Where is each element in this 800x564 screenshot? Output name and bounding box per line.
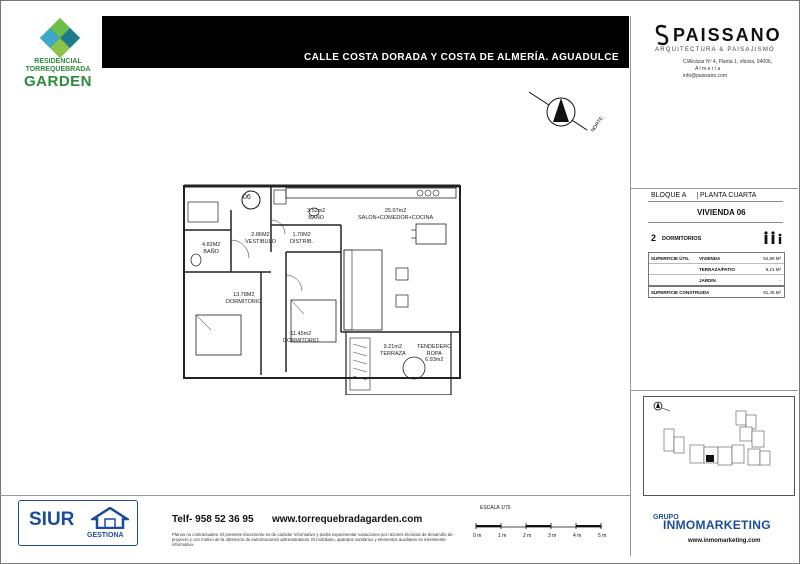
- site-key-plan: [643, 396, 795, 496]
- info-rule: [648, 222, 783, 223]
- room-label-bedroom2: 11.45m2 DORMITORIO: [283, 331, 319, 344]
- architect-name: PAISSANO: [673, 24, 782, 45]
- scale-tick: 2 m: [523, 533, 532, 539]
- architect-logo: [655, 24, 795, 80]
- area-key: VIVIENDA: [699, 255, 721, 261]
- siur-logo: [18, 500, 138, 546]
- room-label-terrace: 9.21m2 TERRAZA: [380, 344, 406, 357]
- unit-name: VIVIENDA 06: [697, 208, 746, 217]
- room-label-laundry: TENDEDERO ROPA 6.93m2: [417, 344, 452, 363]
- room-label-bath1: 3.52m2 BAÑO: [307, 208, 326, 221]
- siur-sub: GESTIONA: [87, 532, 124, 539]
- architect-subtitle: ARQUITECTURA & PAISAJISMO: [655, 47, 775, 53]
- architect-city: A l m e r í a: [695, 66, 721, 72]
- info-rule: [648, 201, 783, 202]
- built-area-table: [648, 286, 785, 298]
- scale-tick: 3 m: [548, 533, 557, 539]
- street-address: CALLE COSTA DORADA Y COSTA DE ALMERÍA. AGUADULCE: [304, 52, 619, 63]
- panel-rule: [630, 188, 798, 189]
- panel-divider: [630, 16, 631, 556]
- compass-label: NORTE: [590, 115, 605, 134]
- architect-address: C/Alcázar Nº 4, Planta 1, oficina, 04006,: [683, 59, 773, 65]
- table-row: [649, 253, 784, 264]
- site-plan-drawing-icon: [644, 397, 794, 495]
- development-logo: [18, 12, 98, 92]
- architect-mark-icon: [655, 24, 669, 46]
- useful-area-label: SUPERFICIE ÚTIL: [651, 255, 690, 261]
- area-value: 9,21 M²: [765, 266, 781, 272]
- areas-table: [648, 252, 785, 286]
- room-label-hall: 2.86M2 VESTIBULO: [245, 232, 276, 245]
- scale-bar-icon: [470, 513, 610, 533]
- website-link[interactable]: www.torrequebradagarden.com: [272, 514, 423, 525]
- scale-tick: 1 m: [498, 533, 507, 539]
- room-label-distrib: 1.70M2 DISTRIB.: [290, 232, 314, 245]
- scale-tick: 0 m: [473, 533, 482, 539]
- built-area-value: 91,45 M²: [763, 289, 781, 295]
- unit-number: 06: [243, 194, 251, 201]
- scale-tick: 4 m: [573, 533, 582, 539]
- scale-label: ESCALA 1/75: [480, 505, 511, 511]
- development-label-big: GARDEN: [23, 73, 92, 90]
- phone-number: Telf- 958 52 36 95: [172, 514, 254, 525]
- development-label-mid: TORREQUEBRADA: [25, 66, 91, 73]
- persons-icon: [762, 231, 784, 245]
- inmomarketing-logo: INMOMARKETING: [663, 518, 771, 532]
- house-icon: [91, 507, 129, 529]
- scale-tick: 5 m: [598, 533, 607, 539]
- north-compass-icon: [525, 88, 625, 148]
- development-label-small: RESIDENCIAL: [34, 58, 82, 65]
- group-label: GRUPO: [653, 514, 679, 521]
- area-value: -: [779, 277, 781, 283]
- room-label-living: 25.07m2 SALON+COMEDOR+COCINA: [358, 208, 434, 221]
- block-label: BLOQUE A: [651, 192, 687, 199]
- table-row: [649, 264, 784, 275]
- header-band: [102, 16, 629, 68]
- disclaimer-text: Planos no contractuales. El presente documento es de carácter informativo y podrá experimentar variaciones por razones técnicas de desarrollo de proyecto y con motivo de la obtención de autorizaciones administrativas. El mobiliario, aparatos sanitarios y elementos auxiliares es meramente informativo.: [172, 532, 453, 547]
- architect-email: info@paissano.com: [683, 73, 727, 79]
- panel-rule: [630, 390, 798, 391]
- room-label-bedroom1: 13.78M2 DORMITORIO: [226, 292, 262, 305]
- room-label-bath2: 4.82M2 BAÑO: [202, 242, 221, 255]
- area-key: JARDIN: [699, 277, 716, 283]
- bedrooms-count: 2: [651, 233, 657, 243]
- table-row: [649, 287, 784, 297]
- logo-mark-icon: [40, 18, 80, 58]
- floor-label: PLANTA CUARTA: [697, 192, 756, 199]
- bedrooms-label: DORMITORIOS: [662, 236, 702, 242]
- inmomarketing-website[interactable]: www.inmomarketing.com: [688, 538, 761, 544]
- built-area-label: SUPERFICIE CONSTRUIDA: [651, 289, 710, 295]
- table-row: [649, 275, 784, 285]
- area-key: TERRAZA/PATIO: [699, 266, 735, 272]
- siur-name: SIUR: [29, 509, 75, 530]
- footer-rule: [0, 495, 630, 496]
- area-value: 54,89 M²: [763, 255, 781, 261]
